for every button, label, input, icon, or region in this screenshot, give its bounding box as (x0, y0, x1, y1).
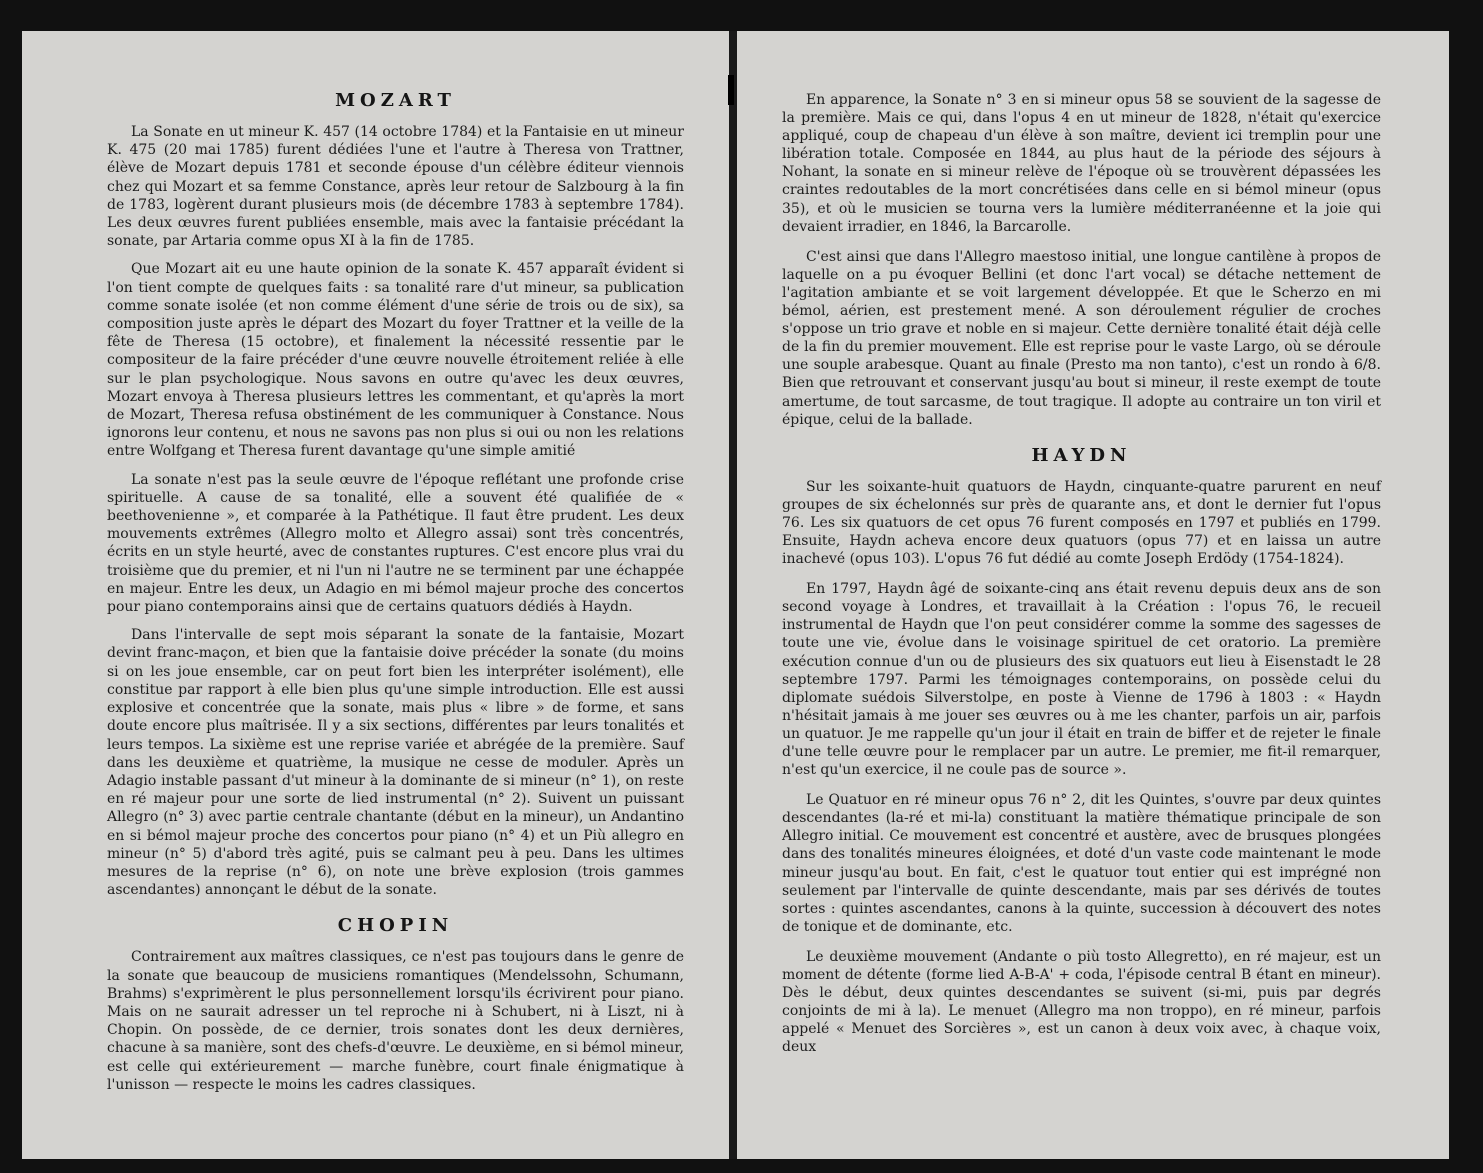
mozart-heading: MOZART (335, 90, 456, 111)
gutter-mark (728, 75, 734, 105)
haydn-paragraph-1: Sur les soixante-huit quatuors de Haydn, cinquante-quatre parurent en neuf groupes de six échelonnés sur près de quarante ans, et dont le dernier fut l'opus 76. Les six quatuors de cet opus 76 furent composés en 1797 et publiés en 1799. Ensuite, Haydn acheva encore deux quatuors (opus 77) et en laissa un autre inachevé (opus 103). L'opus 76 fut dédié au comte Joseph Erdödy (1754-1824). (782, 478, 1381, 568)
mozart-paragraph-1: La Sonate en ut mineur K. 457 (14 octobre 1784) et la Fantaisie en ut mineur K. 475 (20 mai 1785) furent dédiées l'une et l'autre à Theresa von Trattner, élève de Mozart depuis 1781 et seconde épouse d'un célèbre éditeur viennois chez qui Mozart et sa femme Constance, après leur retour de Salzbourg à la fin de 1783, logèrent durant plusieurs mois (de décembre 1783 à septembre 1784). Les deux œuvres furent publiées ensemble, mais avec la fantaisie précédant la sonate, par Artaria comme opus XI à la fin de 1785. (107, 124, 684, 250)
chopin-paragraph-2: En apparence, la Sonate n° 3 en si mineur opus 58 se souvient de la sagesse de la première. Mais ce qui, dans l'opus 4 en ut mineur de 1828, n'était qu'exercice appliqué, coup de chapeau d'un élève à son maître, devient ici tremplin pour une libération totale. Composée en 1844, au plus haut de la période des séjours à Nohant, la sonate en si mineur relève de l'époque où se trouvèrent dépassées les craintes redoutables de la mort concrétisées dans celle en si bémol mineur (opus 35), et où le musicien se tourna vers la lumière méditerranéenne et la joie qui devaient irradier, en 1846, la Barcarolle. (782, 92, 1381, 235)
right-page (737, 31, 1449, 1159)
mozart-paragraph-2: Que Mozart ait eu une haute opinion de la sonate K. 457 apparaît évident si l'on tient compte de quelques faits : sa tonalité rare d'ut mineur, sa publication comme sonate isolée (et non comme élément d'une série de trois ou de six), sa composition juste après le départ des Mozart du foyer Trattner et la veille de la fête de Theresa (15 octobre), et finalement la nécessité ressentie par le compositeur de la faire précéder d'une œuvre nouvelle étroitement reliée à elle sur le plan psychologique. Nous savons en outre qu'avec les deux œuvres, Mozart envoya à Theresa plusieurs lettres les commentant, et qu'après la mort de Mozart, Theresa refusa obstinément de les communiquer à Constance. Nous ignorons leur contenu, et nous ne savons pas non plus si oui ou non les relations entre Wolfgang et Theresa furent davantage qu'une simple amitié (107, 261, 684, 460)
chopin-paragraph-1: Contrairement aux maîtres classiques, ce n'est pas toujours dans le genre de la sonate que beaucoup de musiciens romantiques (Mendelssohn, Schumann, Brahms) s'exprimèrent le plus personnellement lorsqu'ils écrivirent pour piano. Mais on ne saurait adresser un tel reproche ni à Schubert, ni à Liszt, ni à Chopin. On possède, de ce dernier, trois sonates dont les deux dernières, chacune à sa manière, sont des chefs-d'œuvre. Le deuxième, en si bémol mineur, est celle qui extérieurement — marche funèbre, court finale énigmatique à l'unisson — respecte le moins les cadres classiques. (107, 949, 684, 1093)
haydn-paragraph-2: En 1797, Haydn âgé de soixante-cinq ans était revenu depuis deux ans de son second voyage à Londres, et travaillait à la Création : l'opus 76, le recueil instrumental de Haydn que l'on peut considérer comme la somme des sagesses de toute une vie, évolue dans le voisinage spirituel de cet oratorio. La première exécution connue d'un ou de plusieurs des six quatuors eut lieu à Eisenstadt le 28 septembre 1797. Parmi les témoignages contemporains, on possède celui du diplomate suédois Silverstolpe, en poste à Vienne de 1796 à 1803 : « Haydn n'hésitait jamais à me jouer ses œuvres ou à me les chanter, parfois un air, parfois un quatuor. Je me rappelle qu'un jour il était en train de biffer et de rejeter le finale d'une telle œuvre pour le remplacer par un autre. Le premier, me fit-il remarquer, n'est qu'un exercice, il ne coule pas de source ». (782, 581, 1381, 779)
chopin-paragraph-3: C'est ainsi que dans l'Allegro maestoso initial, une longue cantilène à propos de laquelle on a pu évoquer Bellini (et donc l'art vocal) se détache nettement de l'agitation ambiante et se voit largement développée. Et que le Scherzo en mi bémol, aérien, est prestement mené. A son déroulement régulier de croches s'oppose un trio grave et noble en si majeur. Cette dernière tonalité était déjà celle de la fin du premier mouvement. Elle est reprise pour le vaste Largo, où se déroule une souple arabesque. Quant au finale (Presto ma non tanto), c'est un rondo à 6/8. Bien que retrouvant et conservant jusqu'au bout si mineur, il reste exempt de toute amertume, de tout sarcasme, de tout tragique. Il adopte au contraire un ton viril et épique, celui de la ballade. (782, 248, 1381, 428)
book-gutter (729, 31, 737, 1159)
haydn-heading: HAYDN (1031, 444, 1132, 466)
mozart-paragraph-4: Dans l'intervalle de sept mois séparant la sonate de la fantaisie, Mozart devint franc-maçon, et bien que la fantaisie doive précéder la sonate (du moins si on les joue ensemble, car on peut fort bien les interpréter isolément), elle constitue par rapport à elle bien plus qu'une simple introduction. Elle est aussi explosive et concentrée que la sonate, mais plus « libre » de forme, et sans doute encore plus maîtrisée. Il y a six sections, différentes par leurs tonalités et leurs tempos. La sixième est une reprise variée et abrégée de la première. Sauf dans les deuxième et quatrième, la musique ne cesse de moduler. Après un Adagio instable passant d'ut mineur à la dominante de si mineur (n° 1), on reste en ré majeur pour une sorte de lied instrumental (n° 2). Suivent un puissant Allegro (n° 3) avec partie centrale chantante (début en la mineur), un Andantino en si bémol majeur proche des concertos pour piano (n° 4) et un Più allegro en mineur (n° 5) d'abord très agité, puis se calmant peu à peu. Dans les ultimes mesures de la reprise (n° 6), on note une brève explosion (trois gammes ascendantes) annonçant le début de la sonate. (107, 627, 684, 899)
haydn-paragraph-4: Le deuxième mouvement (Andante o più tosto Allegretto), en ré majeur, est un moment de détente (forme lied A-B-A' + coda, l'épisode central B étant en mineur). Dès le début, deux quintes descendantes se suivent (si-mi, puis par degrés conjoints de mi à la). Le menuet (Allegro ma non troppo), en ré mineur, parfois appelé « Menuet des Sorcières », est un canon à deux voix avec, à chaque voix, deux (782, 948, 1381, 1056)
chopin-heading: CHOPIN (337, 915, 454, 937)
left-page (22, 31, 729, 1159)
haydn-paragraph-3: Le Quatuor en ré mineur opus 76 n° 2, dit les Quintes, s'ouvre par deux quintes descendantes (la-ré et mi-la) constituant la matière thématique principale de son Allegro initial. Ce mouvement est concentré et austère, avec de brusques plongées dans des tonalités mineures éloignées, et doté d'un vaste code maintenant le mode mineur jusqu'au bout. En fait, c'est le quatuor tout entier qui est imprégné non seulement par l'intervalle de quinte descendante, mais par ses dérivés de toutes sortes : quintes ascendantes, canons à la quinte, succession à découvert des notes de tonique et de dominante, etc. (782, 792, 1381, 935)
mozart-paragraph-3: La sonate n'est pas la seule œuvre de l'époque reflétant une profonde crise spirituelle. A cause de sa tonalité, elle a souvent été qualifiée de « beethovenienne », et comparée à la Pathétique. Il faut être prudent. Les deux mouvements extrêmes (Allegro molto et Allegro assai) sont très concentrés, écrits en un style heurté, avec de constantes ruptures. C'est encore plus vrai du troisième que du premier, et ni l'un ni l'autre ne se terminent par une échappée en majeur. Entre les deux, un Adagio en mi bémol majeur proche des concertos pour piano contemporains ainsi que de certains quatuors dédiés à Haydn. (107, 471, 684, 616)
